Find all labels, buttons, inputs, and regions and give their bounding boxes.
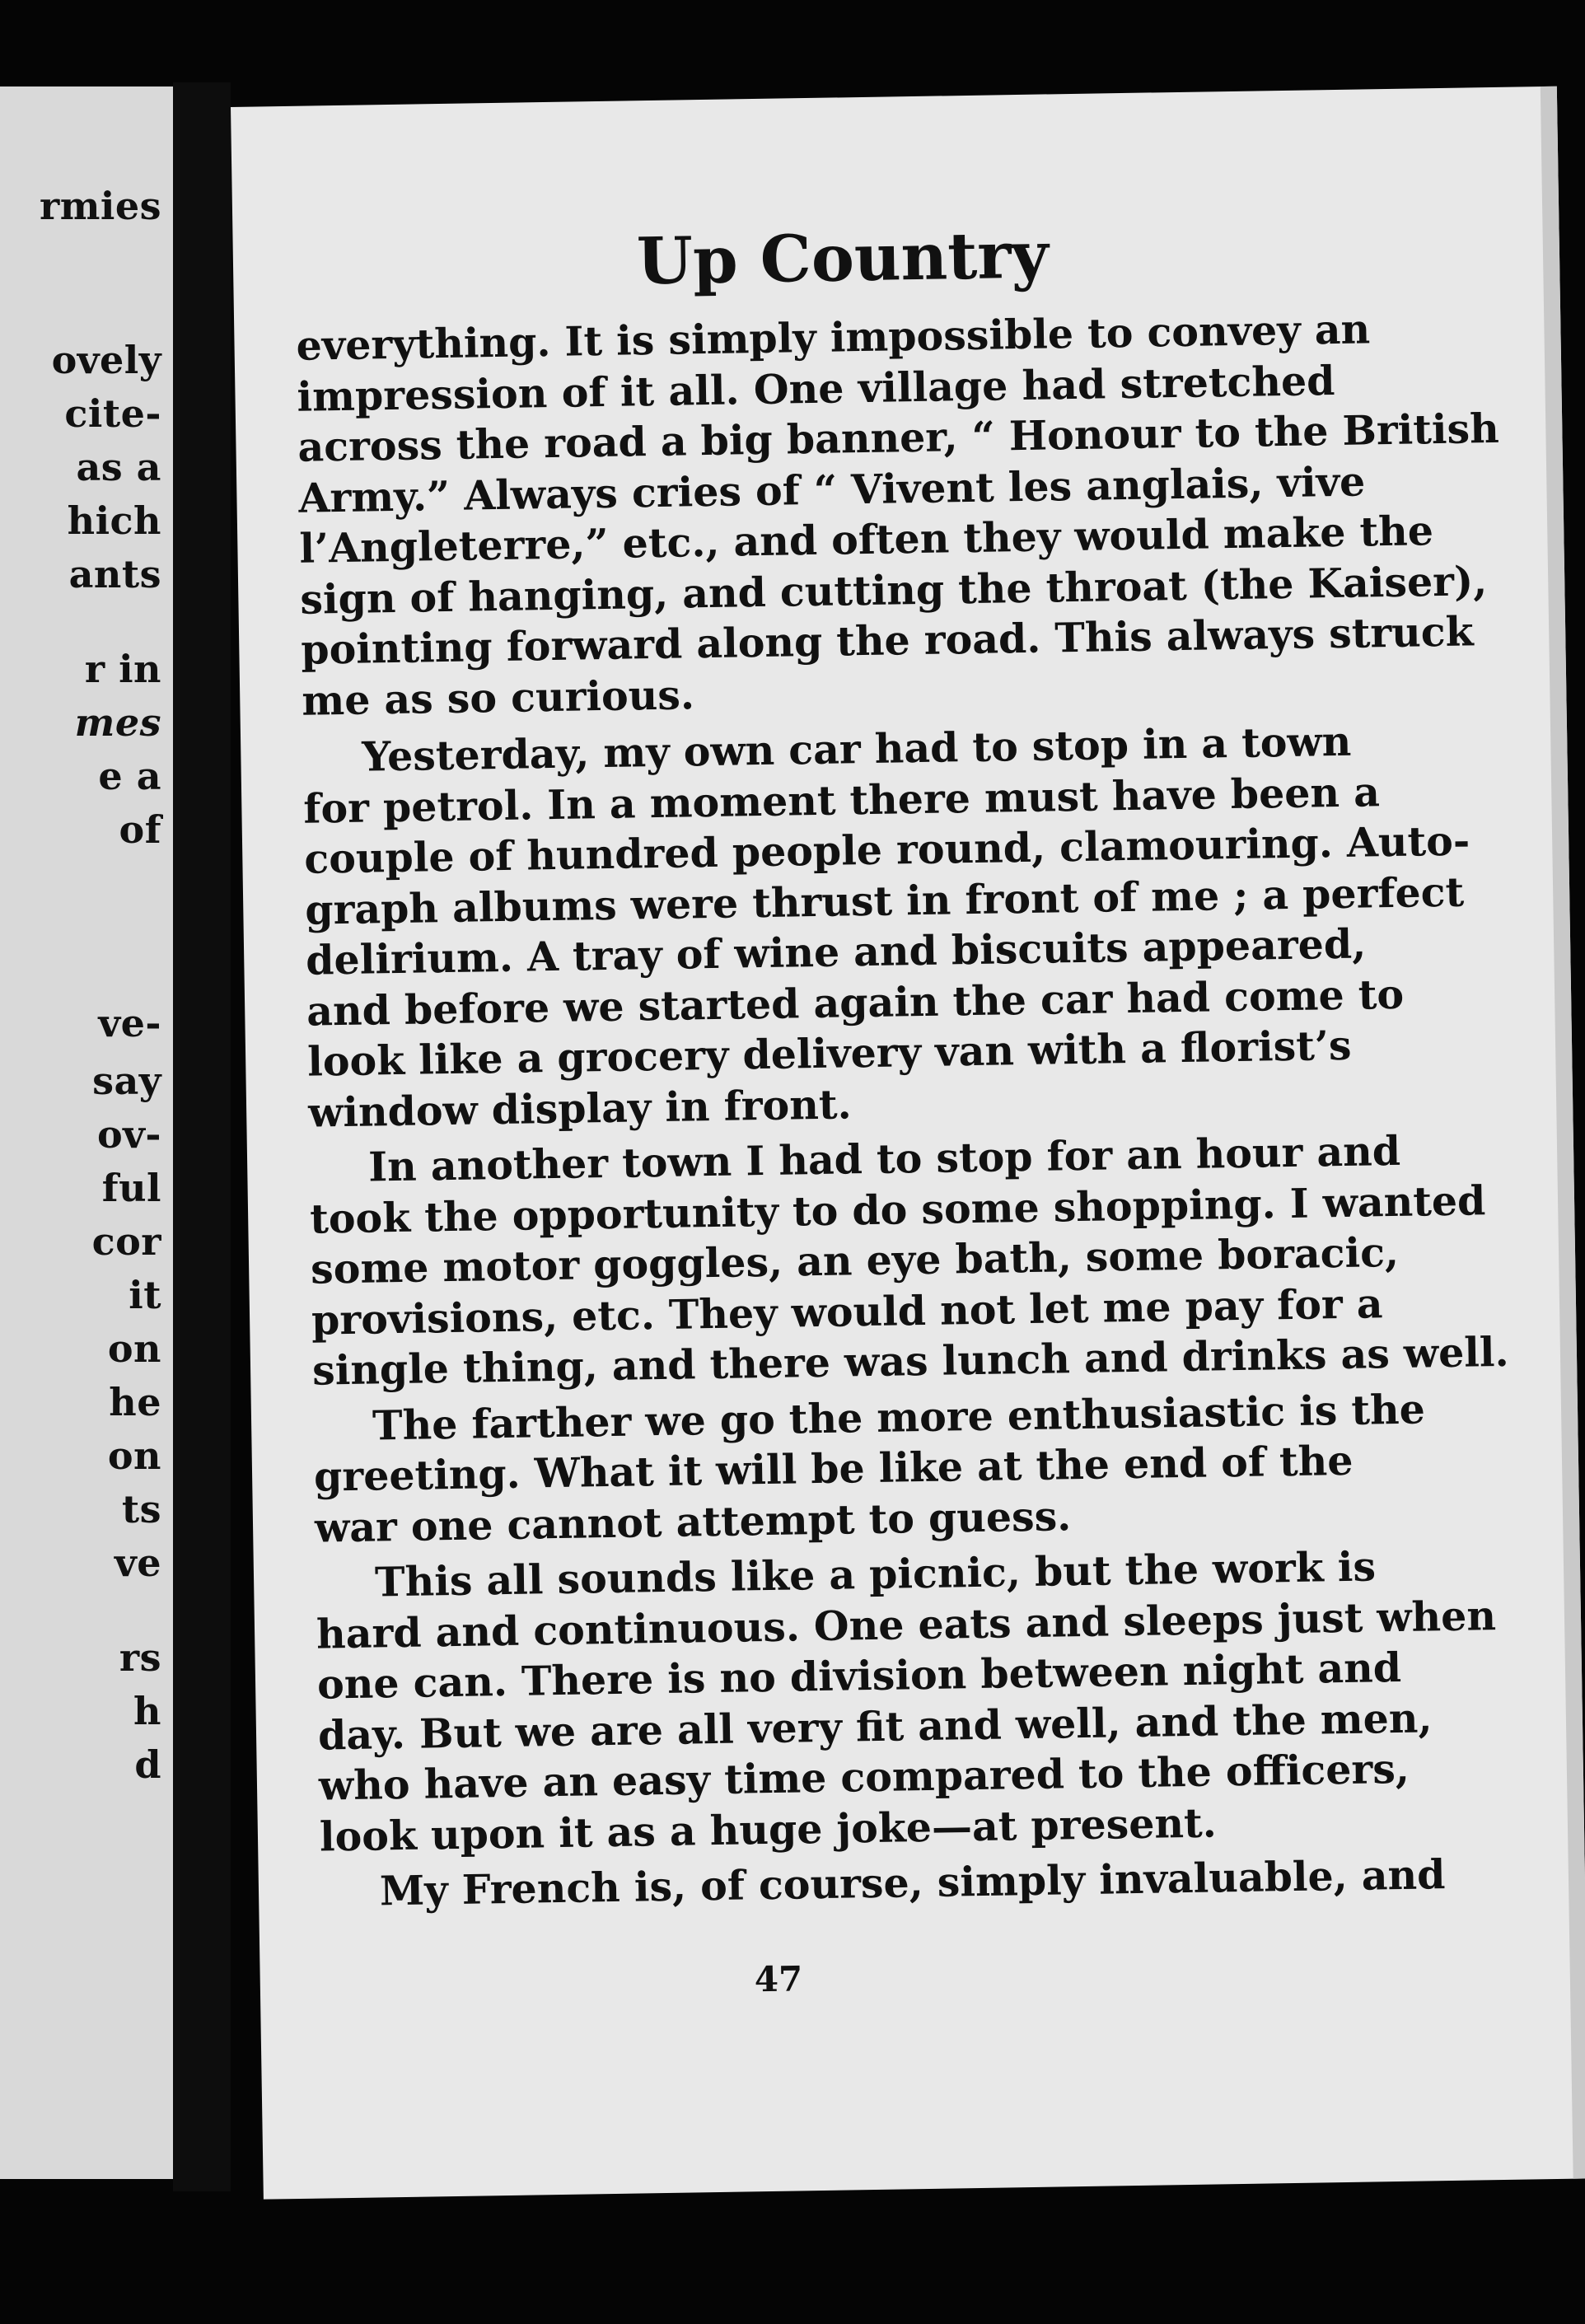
text-line: day. But we are all very fit and well, and the men, — [317, 1693, 1433, 1760]
text-line: window display in front. — [307, 1079, 852, 1137]
left-page-line-fragment: ovely — [51, 338, 161, 382]
left-page-line-fragment: mes — [74, 700, 161, 745]
text-line: couple of hundred people round, clamouring. Auto- — [303, 816, 1470, 883]
left-page-line-fragment: cor — [91, 1219, 161, 1264]
text-line: l’Angleterre,” etc., and often they would make the — [298, 507, 1434, 573]
left-page-line-fragment: ts — [121, 1487, 161, 1531]
left-page-fragment — [0, 87, 173, 2179]
book-page — [231, 87, 1585, 2200]
left-page-line-fragment: ov- — [96, 1112, 161, 1157]
left-page-line-fragment: hich — [67, 498, 161, 543]
text-line: single thing, and there was lunch and drinks as well. — [311, 1327, 1509, 1395]
text-line: Yesterday, my own car had to stop in a town — [361, 717, 1352, 781]
left-page-line-fragment: ants — [68, 552, 161, 596]
text-line: My French is, of course, simply invaluable, and — [379, 1850, 1446, 1915]
text-line: and before we started again the car had come to — [306, 970, 1405, 1036]
left-page-line-fragment: cite- — [64, 391, 161, 436]
page-number: 47 — [754, 1958, 803, 2000]
text-line: took the opportunity to do some shopping. I wanted — [309, 1176, 1486, 1243]
text-line: some motor goggles, an eye bath, some boracic, — [310, 1227, 1400, 1293]
left-page-line-fragment: ve- — [98, 1001, 161, 1045]
text-line: hard and continuous. One eats and sleeps just when — [316, 1591, 1497, 1658]
text-line: look like a grocery delivery van with a florist’s — [306, 1021, 1352, 1086]
text-line: pointing forward along the road. This always struck — [300, 607, 1474, 674]
left-page-line-fragment: r in — [84, 647, 161, 691]
text-line: greeting. What it will be like at the end of the — [313, 1436, 1354, 1501]
left-page-line-fragment: ve — [115, 1541, 161, 1585]
left-page-line-fragment: e a — [98, 754, 161, 798]
left-page-line-fragment: it — [129, 1273, 161, 1317]
left-page-line-fragment: rmies — [39, 184, 161, 228]
text-line: me as so curious. — [301, 670, 695, 725]
left-page-line-fragment: on — [107, 1433, 161, 1478]
text-line: one can. There is no division between night and — [316, 1643, 1402, 1709]
page-edge — [1541, 87, 1585, 2179]
left-page-line-fragment: rs — [119, 1635, 161, 1680]
text-line: impression of it all. One village had stretched — [297, 356, 1335, 421]
left-page-line-fragment: h — [133, 1689, 161, 1733]
left-page-line-fragment: say — [92, 1059, 161, 1103]
left-page-line-fragment: on — [107, 1326, 161, 1371]
text-line: sign of hanging, and cutting the throat (the Kaiser), — [299, 556, 1488, 624]
left-page-line-fragment: as a — [76, 445, 161, 489]
text-line: This all sounds like a picnic, but the work is — [374, 1542, 1377, 1606]
left-page-line-fragment: he — [109, 1380, 161, 1424]
left-page-line-fragment: of — [119, 807, 161, 852]
text-line: The farther we go the more enthusiastic is the — [372, 1384, 1426, 1449]
text-line: look upon it as a huge joke—at present. — [319, 1798, 1218, 1861]
text-line: graph albums were thrust in front of me ; a perfect — [304, 867, 1465, 934]
book-spine — [173, 82, 231, 2191]
text-line: across the road a big banner, “ Honour to the British — [297, 404, 1500, 471]
text-line: Army.” Always cries of “ Vivent les anglais, vive — [298, 456, 1366, 522]
running-head: Up Country — [636, 217, 1050, 300]
text-line: everything. It is simply impossible to convey an — [296, 305, 1371, 370]
text-line: war one cannot attempt to guess. — [314, 1491, 1072, 1552]
text-line: In another town I had to stop for an hour and — [367, 1126, 1401, 1191]
left-page-line-fragment: d — [134, 1742, 161, 1787]
text-line: provisions, etc. They would not let me pay for a — [311, 1279, 1383, 1344]
left-page-line-fragment: ful — [101, 1166, 161, 1210]
text-line: delirium. A tray of wine and biscuits appeared, — [305, 919, 1367, 984]
text-line: for petrol. In a moment there must have been a — [302, 767, 1381, 833]
text-line: who have an easy time compared to the officers, — [318, 1744, 1410, 1810]
